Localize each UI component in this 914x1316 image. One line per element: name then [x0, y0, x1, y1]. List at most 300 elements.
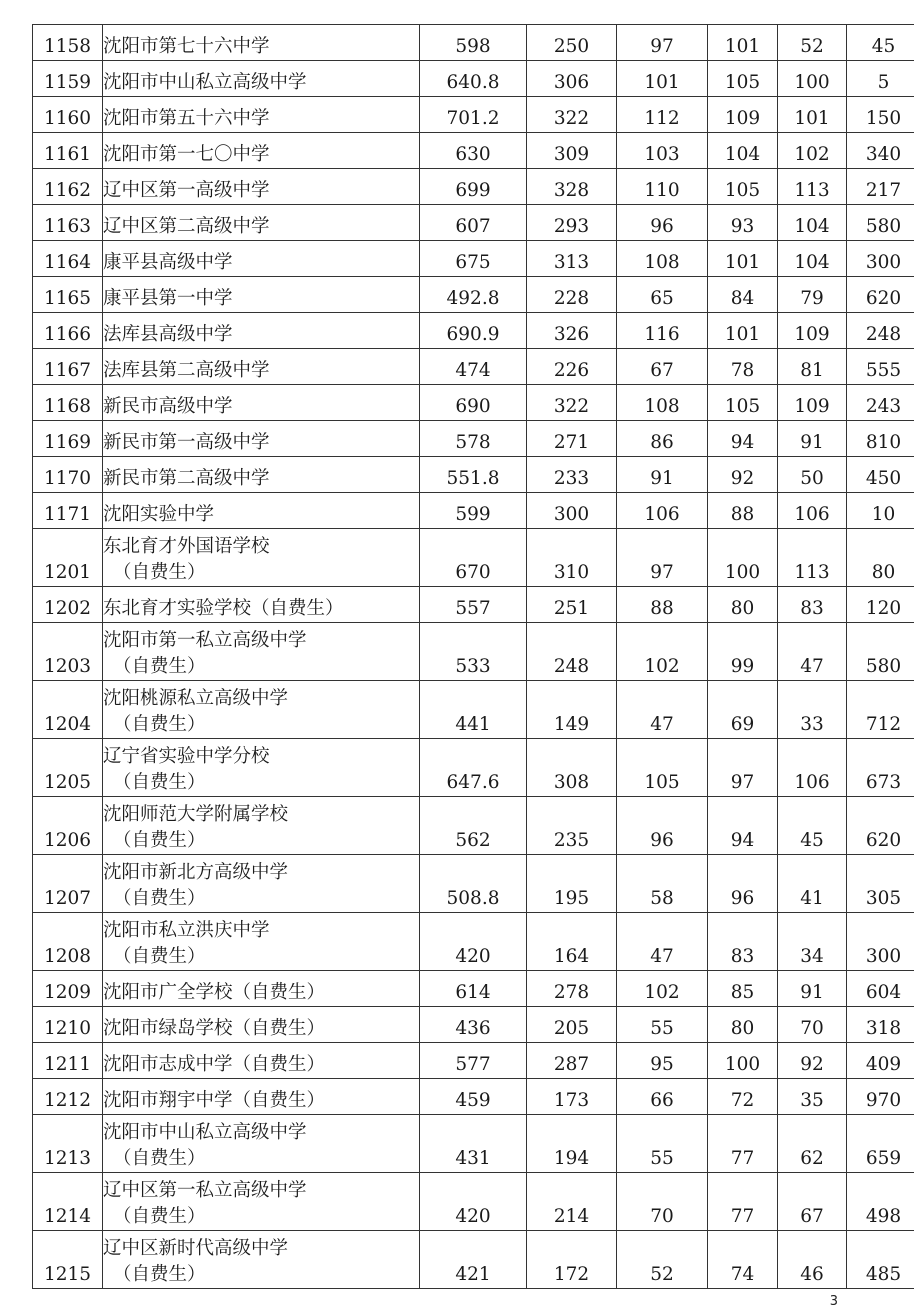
- table-row: [33, 855, 914, 913]
- school-code-cell: 1203: [33, 623, 103, 681]
- total-score-cell: 699: [420, 169, 527, 205]
- score-cell-3: 97: [708, 739, 778, 797]
- school-code-cell: 1206: [33, 797, 103, 855]
- school-name-cell: [103, 971, 420, 1007]
- score-cell-5: 620: [847, 277, 914, 313]
- table-row: [33, 97, 914, 133]
- school-code-cell: 1171: [33, 493, 103, 529]
- score-cell-2: 97: [617, 25, 708, 61]
- school-name-text: 辽中区第一私立高级中学: [103, 1180, 307, 1201]
- score-cell-3: 105: [708, 61, 778, 97]
- score-cell-5: 5: [847, 61, 914, 97]
- score-cell-1: 164: [527, 913, 617, 971]
- score-cell-4: 83: [778, 587, 847, 623]
- score-cell-4: 45: [778, 797, 847, 855]
- total-score-cell: 441: [420, 681, 527, 739]
- school-name-cell: [103, 529, 420, 587]
- score-table-sheet: [32, 24, 902, 1289]
- score-cell-2: 58: [617, 855, 708, 913]
- school-name-note: （自费生）: [113, 830, 206, 851]
- school-name-text: 东北育才实验学校（自费生）: [103, 598, 344, 619]
- score-cell-1: 226: [527, 349, 617, 385]
- score-cell-3: 80: [708, 587, 778, 623]
- school-name-cell: [103, 1173, 420, 1231]
- score-cell-2: 106: [617, 493, 708, 529]
- total-score-cell: 599: [420, 493, 527, 529]
- school-name-text: 新民市高级中学: [103, 396, 233, 417]
- score-cell-4: 62: [778, 1115, 847, 1173]
- total-score-cell: 690.9: [420, 313, 527, 349]
- score-cell-5: 450: [847, 457, 914, 493]
- school-code-cell: 1205: [33, 739, 103, 797]
- school-name-text: 沈阳市私立洪庆中学: [103, 920, 270, 941]
- school-name-cell: [103, 739, 420, 797]
- score-cell-2: 86: [617, 421, 708, 457]
- score-cell-4: 81: [778, 349, 847, 385]
- score-cell-4: 102: [778, 133, 847, 169]
- score-cell-1: 328: [527, 169, 617, 205]
- total-score-cell: 640.8: [420, 61, 527, 97]
- school-code-cell: 1160: [33, 97, 103, 133]
- score-cell-1: 306: [527, 61, 617, 97]
- total-score-cell: 701.2: [420, 97, 527, 133]
- school-name-text: 沈阳市新北方高级中学: [103, 862, 289, 883]
- score-cell-2: 65: [617, 277, 708, 313]
- score-cell-2: 67: [617, 349, 708, 385]
- school-name-note: （自费生）: [113, 1264, 206, 1285]
- score-cell-5: 580: [847, 205, 914, 241]
- score-cell-5: 217: [847, 169, 914, 205]
- score-cell-2: 55: [617, 1007, 708, 1043]
- total-score-cell: 598: [420, 25, 527, 61]
- score-cell-2: 102: [617, 623, 708, 681]
- school-name-cell: [103, 61, 420, 97]
- score-cell-3: 84: [708, 277, 778, 313]
- score-cell-1: 235: [527, 797, 617, 855]
- score-cell-5: 10: [847, 493, 914, 529]
- school-code-cell: 1201: [33, 529, 103, 587]
- school-code-cell: 1165: [33, 277, 103, 313]
- score-cell-1: 194: [527, 1115, 617, 1173]
- school-name-cell: [103, 1231, 420, 1289]
- score-cell-2: 103: [617, 133, 708, 169]
- school-name-cell: [103, 421, 420, 457]
- score-cell-2: 102: [617, 971, 708, 1007]
- school-name-cell: [103, 241, 420, 277]
- table-row: [33, 313, 914, 349]
- school-name-text: 沈阳桃源私立高级中学: [103, 688, 289, 709]
- score-cell-3: 77: [708, 1115, 778, 1173]
- score-cell-3: 78: [708, 349, 778, 385]
- school-name-text: 康平县高级中学: [103, 252, 233, 273]
- score-cell-2: 95: [617, 1043, 708, 1079]
- score-cell-4: 46: [778, 1231, 847, 1289]
- score-cell-5: 150: [847, 97, 914, 133]
- school-name-text: 沈阳市志成中学（自费生）: [103, 1054, 326, 1075]
- admission-score-table: [32, 24, 914, 1289]
- score-cell-4: 100: [778, 61, 847, 97]
- school-code-cell: 1202: [33, 587, 103, 623]
- score-cell-5: 970: [847, 1079, 914, 1115]
- score-cell-2: 116: [617, 313, 708, 349]
- score-cell-4: 67: [778, 1173, 847, 1231]
- score-cell-3: 100: [708, 529, 778, 587]
- score-cell-5: 300: [847, 241, 914, 277]
- score-cell-1: 251: [527, 587, 617, 623]
- total-score-cell: 551.8: [420, 457, 527, 493]
- school-name-cell: [103, 1043, 420, 1079]
- score-cell-2: 47: [617, 913, 708, 971]
- total-score-cell: 607: [420, 205, 527, 241]
- school-code-cell: 1210: [33, 1007, 103, 1043]
- school-code-cell: 1169: [33, 421, 103, 457]
- score-cell-1: 172: [527, 1231, 617, 1289]
- school-name-text: 法库县第二高级中学: [103, 360, 270, 381]
- score-cell-1: 287: [527, 1043, 617, 1079]
- school-name-cell: [103, 587, 420, 623]
- score-cell-5: 580: [847, 623, 914, 681]
- score-cell-2: 52: [617, 1231, 708, 1289]
- total-score-cell: 670: [420, 529, 527, 587]
- score-cell-1: 228: [527, 277, 617, 313]
- score-cell-4: 47: [778, 623, 847, 681]
- score-cell-3: 80: [708, 1007, 778, 1043]
- school-code-cell: 1164: [33, 241, 103, 277]
- score-cell-4: 79: [778, 277, 847, 313]
- table-row: [33, 797, 914, 855]
- table-row: [33, 587, 914, 623]
- school-name-note: （自费生）: [113, 772, 206, 793]
- score-cell-2: 88: [617, 587, 708, 623]
- score-cell-4: 106: [778, 493, 847, 529]
- score-cell-3: 99: [708, 623, 778, 681]
- school-name-note: （自费生）: [113, 946, 206, 967]
- table-row: [33, 25, 914, 61]
- score-cell-1: 278: [527, 971, 617, 1007]
- score-cell-4: 113: [778, 169, 847, 205]
- score-cell-4: 106: [778, 739, 847, 797]
- total-score-cell: 508.8: [420, 855, 527, 913]
- score-cell-2: 91: [617, 457, 708, 493]
- score-cell-2: 47: [617, 681, 708, 739]
- table-row: [33, 241, 914, 277]
- table-row: [33, 169, 914, 205]
- school-name-text: 辽中区第一高级中学: [103, 180, 270, 201]
- school-code-cell: 1168: [33, 385, 103, 421]
- total-score-cell: 436: [420, 1007, 527, 1043]
- school-name-cell: [103, 133, 420, 169]
- score-cell-4: 34: [778, 913, 847, 971]
- score-cell-3: 69: [708, 681, 778, 739]
- school-name-note: （自费生）: [113, 1148, 206, 1169]
- table-row: [33, 739, 914, 797]
- table-row: [33, 913, 914, 971]
- table-body: [33, 25, 914, 1289]
- score-cell-4: 113: [778, 529, 847, 587]
- score-cell-5: 555: [847, 349, 914, 385]
- score-cell-5: 604: [847, 971, 914, 1007]
- score-cell-3: 109: [708, 97, 778, 133]
- score-cell-1: 313: [527, 241, 617, 277]
- table-row: [33, 529, 914, 587]
- school-name-cell: [103, 913, 420, 971]
- score-cell-4: 109: [778, 385, 847, 421]
- score-cell-5: 659: [847, 1115, 914, 1173]
- score-cell-1: 248: [527, 623, 617, 681]
- score-cell-4: 52: [778, 25, 847, 61]
- table-row: [33, 205, 914, 241]
- table-row: [33, 133, 914, 169]
- table-row: [33, 385, 914, 421]
- score-cell-3: 104: [708, 133, 778, 169]
- score-cell-5: 485: [847, 1231, 914, 1289]
- school-name-text: 沈阳实验中学: [103, 504, 215, 525]
- table-row: [33, 61, 914, 97]
- score-cell-4: 70: [778, 1007, 847, 1043]
- score-cell-3: 93: [708, 205, 778, 241]
- school-name-cell: [103, 313, 420, 349]
- total-score-cell: 420: [420, 913, 527, 971]
- school-code-cell: 1159: [33, 61, 103, 97]
- total-score-cell: 492.8: [420, 277, 527, 313]
- school-name-text: 新民市第二高级中学: [103, 468, 270, 489]
- school-code-cell: 1213: [33, 1115, 103, 1173]
- score-cell-2: 112: [617, 97, 708, 133]
- score-cell-5: 300: [847, 913, 914, 971]
- score-cell-2: 101: [617, 61, 708, 97]
- score-cell-2: 108: [617, 385, 708, 421]
- school-name-cell: [103, 681, 420, 739]
- score-cell-1: 250: [527, 25, 617, 61]
- table-row: [33, 971, 914, 1007]
- total-score-cell: 420: [420, 1173, 527, 1231]
- score-cell-5: 498: [847, 1173, 914, 1231]
- score-cell-1: 310: [527, 529, 617, 587]
- score-cell-5: 45: [847, 25, 914, 61]
- score-cell-2: 70: [617, 1173, 708, 1231]
- school-code-cell: 1158: [33, 25, 103, 61]
- school-name-cell: [103, 1007, 420, 1043]
- score-cell-3: 105: [708, 169, 778, 205]
- score-cell-2: 96: [617, 205, 708, 241]
- school-name-text: 东北育才外国语学校: [103, 536, 270, 557]
- score-cell-2: 55: [617, 1115, 708, 1173]
- school-name-note: （自费生）: [113, 714, 206, 735]
- score-cell-3: 85: [708, 971, 778, 1007]
- school-name-cell: [103, 169, 420, 205]
- school-name-note: （自费生）: [113, 562, 206, 583]
- table-row: [33, 1231, 914, 1289]
- score-cell-4: 104: [778, 205, 847, 241]
- total-score-cell: 675: [420, 241, 527, 277]
- score-cell-4: 109: [778, 313, 847, 349]
- table-row: [33, 1173, 914, 1231]
- total-score-cell: 557: [420, 587, 527, 623]
- score-cell-3: 72: [708, 1079, 778, 1115]
- table-row: [33, 1043, 914, 1079]
- school-name-cell: [103, 97, 420, 133]
- school-code-cell: 1161: [33, 133, 103, 169]
- school-name-text: 沈阳市第一七〇中学: [103, 144, 270, 165]
- school-code-cell: 1163: [33, 205, 103, 241]
- score-cell-3: 83: [708, 913, 778, 971]
- score-cell-1: 308: [527, 739, 617, 797]
- score-cell-1: 233: [527, 457, 617, 493]
- score-cell-5: 340: [847, 133, 914, 169]
- school-name-cell: [103, 493, 420, 529]
- school-name-cell: [103, 277, 420, 313]
- table-row: [33, 1115, 914, 1173]
- score-cell-5: 810: [847, 421, 914, 457]
- total-score-cell: 431: [420, 1115, 527, 1173]
- table-row: [33, 623, 914, 681]
- score-cell-4: 35: [778, 1079, 847, 1115]
- score-cell-1: 293: [527, 205, 617, 241]
- school-name-text: 辽中区第二高级中学: [103, 216, 270, 237]
- school-name-note: （自费生）: [113, 888, 206, 909]
- total-score-cell: 562: [420, 797, 527, 855]
- school-name-note: （自费生）: [113, 1206, 206, 1227]
- total-score-cell: 578: [420, 421, 527, 457]
- school-code-cell: 1212: [33, 1079, 103, 1115]
- school-name-cell: [103, 623, 420, 681]
- score-cell-1: 300: [527, 493, 617, 529]
- score-cell-1: 173: [527, 1079, 617, 1115]
- school-name-text: 沈阳市第五十六中学: [103, 108, 270, 129]
- score-cell-2: 110: [617, 169, 708, 205]
- school-name-cell: [103, 385, 420, 421]
- score-cell-3: 96: [708, 855, 778, 913]
- school-name-cell: [103, 205, 420, 241]
- score-cell-4: 33: [778, 681, 847, 739]
- total-score-cell: 421: [420, 1231, 527, 1289]
- school-code-cell: 1162: [33, 169, 103, 205]
- score-cell-5: 673: [847, 739, 914, 797]
- total-score-cell: 474: [420, 349, 527, 385]
- score-cell-2: 96: [617, 797, 708, 855]
- score-cell-5: 243: [847, 385, 914, 421]
- score-cell-3: 74: [708, 1231, 778, 1289]
- score-cell-4: 92: [778, 1043, 847, 1079]
- score-cell-4: 41: [778, 855, 847, 913]
- score-cell-2: 108: [617, 241, 708, 277]
- school-code-cell: 1170: [33, 457, 103, 493]
- score-cell-1: 309: [527, 133, 617, 169]
- score-cell-4: 104: [778, 241, 847, 277]
- school-name-cell: [103, 349, 420, 385]
- school-name-text: 沈阳市第七十六中学: [103, 36, 270, 57]
- school-name-text: 沈阳市第一私立高级中学: [103, 630, 307, 651]
- score-cell-1: 149: [527, 681, 617, 739]
- total-score-cell: 459: [420, 1079, 527, 1115]
- score-cell-1: 326: [527, 313, 617, 349]
- score-cell-3: 94: [708, 797, 778, 855]
- school-code-cell: 1208: [33, 913, 103, 971]
- table-row: [33, 681, 914, 739]
- school-code-cell: 1214: [33, 1173, 103, 1231]
- score-cell-4: 50: [778, 457, 847, 493]
- score-cell-3: 92: [708, 457, 778, 493]
- school-code-cell: 1207: [33, 855, 103, 913]
- score-cell-1: 214: [527, 1173, 617, 1231]
- score-cell-2: 97: [617, 529, 708, 587]
- score-cell-3: 100: [708, 1043, 778, 1079]
- table-row: [33, 1079, 914, 1115]
- total-score-cell: 630: [420, 133, 527, 169]
- school-name-cell: [103, 797, 420, 855]
- school-code-cell: 1215: [33, 1231, 103, 1289]
- school-name-text: 辽中区新时代高级中学: [103, 1238, 289, 1259]
- table-row: [33, 1007, 914, 1043]
- school-name-text: 辽宁省实验中学分校: [103, 746, 270, 767]
- school-name-text: 康平县第一中学: [103, 288, 233, 309]
- score-cell-4: 91: [778, 971, 847, 1007]
- school-name-text: 沈阳市翔宇中学（自费生）: [103, 1090, 326, 1111]
- score-cell-5: 120: [847, 587, 914, 623]
- school-name-note: （自费生）: [113, 656, 206, 677]
- score-cell-5: 620: [847, 797, 914, 855]
- table-row: [33, 493, 914, 529]
- score-cell-5: 248: [847, 313, 914, 349]
- total-score-cell: 533: [420, 623, 527, 681]
- score-cell-5: 318: [847, 1007, 914, 1043]
- score-cell-2: 105: [617, 739, 708, 797]
- score-cell-5: 409: [847, 1043, 914, 1079]
- school-name-text: 沈阳市绿岛学校（自费生）: [103, 1018, 326, 1039]
- table-row: [33, 457, 914, 493]
- school-code-cell: 1167: [33, 349, 103, 385]
- score-cell-2: 66: [617, 1079, 708, 1115]
- score-cell-5: 712: [847, 681, 914, 739]
- school-name-cell: [103, 1115, 420, 1173]
- score-cell-5: 305: [847, 855, 914, 913]
- score-cell-5: 80: [847, 529, 914, 587]
- score-cell-4: 101: [778, 97, 847, 133]
- score-cell-3: 105: [708, 385, 778, 421]
- school-code-cell: 1204: [33, 681, 103, 739]
- score-cell-3: 101: [708, 241, 778, 277]
- score-cell-3: 94: [708, 421, 778, 457]
- total-score-cell: 647.6: [420, 739, 527, 797]
- score-cell-3: 88: [708, 493, 778, 529]
- score-cell-1: 205: [527, 1007, 617, 1043]
- score-cell-1: 322: [527, 385, 617, 421]
- score-cell-1: 271: [527, 421, 617, 457]
- school-name-text: 法库县高级中学: [103, 324, 233, 345]
- school-name-text: 新民市第一高级中学: [103, 432, 270, 453]
- school-name-cell: [103, 25, 420, 61]
- score-cell-1: 322: [527, 97, 617, 133]
- school-code-cell: 1166: [33, 313, 103, 349]
- score-cell-4: 91: [778, 421, 847, 457]
- school-name-cell: [103, 855, 420, 913]
- score-cell-3: 77: [708, 1173, 778, 1231]
- school-name-text: 沈阳市广全学校（自费生）: [103, 982, 326, 1003]
- table-row: [33, 277, 914, 313]
- score-cell-1: 195: [527, 855, 617, 913]
- table-row: [33, 349, 914, 385]
- total-score-cell: 577: [420, 1043, 527, 1079]
- school-name-text: 沈阳市中山私立高级中学: [103, 72, 307, 93]
- school-name-text: 沈阳师范大学附属学校: [103, 804, 289, 825]
- page-number: 3: [829, 1294, 838, 1309]
- total-score-cell: 614: [420, 971, 527, 1007]
- table-row: [33, 421, 914, 457]
- school-code-cell: 1211: [33, 1043, 103, 1079]
- score-cell-3: 101: [708, 313, 778, 349]
- school-name-text: 沈阳市中山私立高级中学: [103, 1122, 307, 1143]
- school-code-cell: 1209: [33, 971, 103, 1007]
